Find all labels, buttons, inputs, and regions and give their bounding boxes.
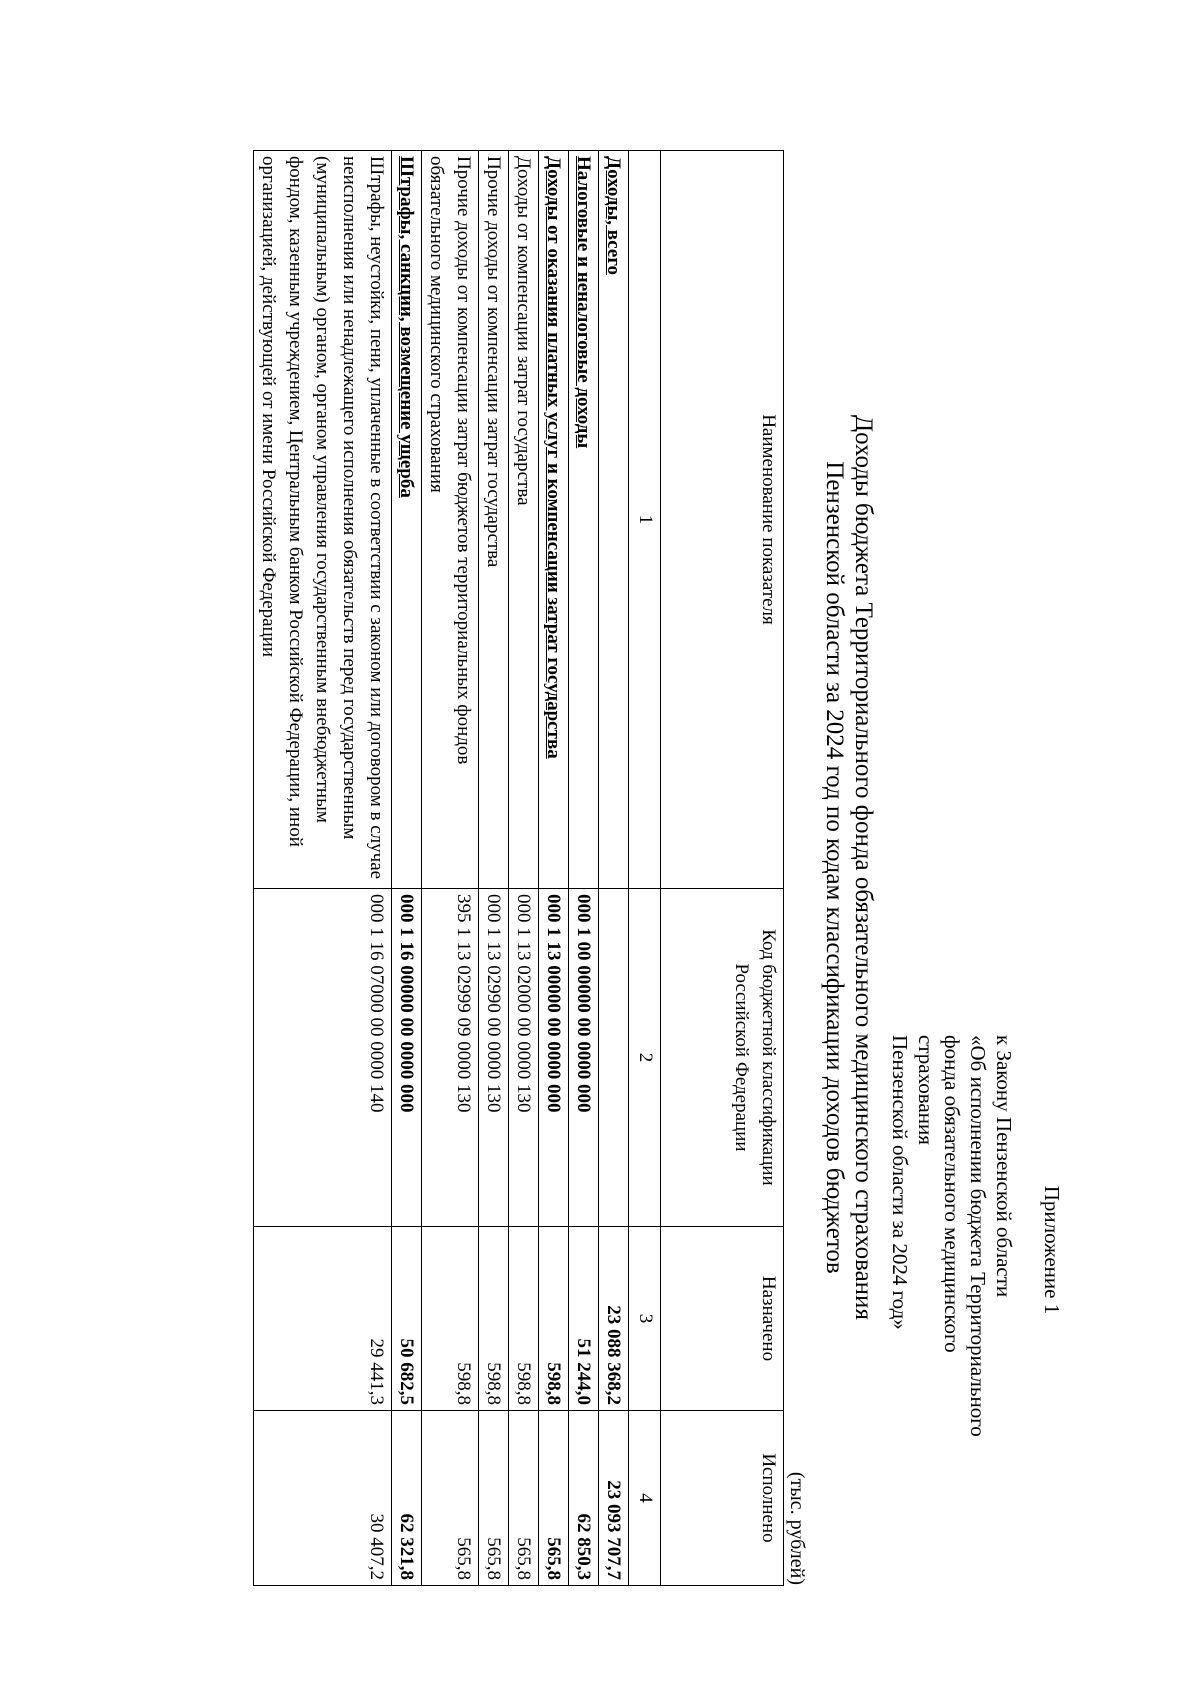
table-row bbox=[569, 151, 599, 1586]
appendix-block bbox=[887, 1035, 1065, 1465]
row-code: 000 1 13 02000 00 0000 130 bbox=[509, 889, 539, 1227]
row-assigned: 51 244,0 bbox=[569, 1227, 599, 1411]
row-name: Доходы, всего bbox=[603, 156, 624, 276]
income-table bbox=[253, 150, 784, 1586]
row-name: Налоговые и неналоговые доходы bbox=[573, 156, 594, 449]
row-code: 000 1 16 00000 00 0000 000 bbox=[392, 889, 422, 1227]
appendix-line: Пензенской области за 2024 год» bbox=[888, 1035, 912, 1330]
row-executed: 565,8 bbox=[479, 1411, 509, 1586]
row-executed: 565,8 bbox=[509, 1411, 539, 1586]
column-number: 1 bbox=[629, 151, 661, 889]
row-code: 000 1 00 00000 00 0000 000 bbox=[569, 889, 599, 1227]
header-code: Код бюджетной классификации Российской Федерации bbox=[661, 889, 784, 1227]
row-assigned: 598,8 bbox=[539, 1227, 569, 1411]
row-assigned: 598,8 bbox=[509, 1227, 539, 1411]
row-name: Доходы от компенсации затрат государства bbox=[513, 156, 534, 506]
row-name: Штрафы, санкции, возмещение ущерба bbox=[396, 156, 417, 498]
row-name: Доходы от оказания платных услуг и компенсации затрат государства bbox=[543, 156, 564, 759]
header-assigned: Назначено bbox=[661, 1227, 784, 1411]
table-row bbox=[392, 151, 422, 1586]
appendix-line: к Закону Пензенской области bbox=[992, 1035, 1016, 1298]
row-executed: 30 407,2 bbox=[254, 1411, 392, 1586]
appendix-title: Приложение 1 bbox=[1040, 1185, 1064, 1315]
table-row bbox=[539, 151, 569, 1586]
document-title bbox=[820, 150, 878, 1585]
column-number: 2 bbox=[629, 889, 661, 1227]
row-code: 000 1 13 00000 00 0000 000 bbox=[539, 889, 569, 1227]
appendix-line: «Об исполнении бюджета Территориального bbox=[966, 1035, 990, 1437]
row-executed: 62 321,8 bbox=[392, 1411, 422, 1586]
header-executed: Исполнено bbox=[661, 1411, 784, 1586]
column-number-row bbox=[629, 151, 661, 1586]
row-code: 000 1 13 02990 00 0000 130 bbox=[479, 889, 509, 1227]
table-row bbox=[479, 151, 509, 1586]
title-line-2: Пензенской области за 2024 год по кодам классификации доходов бюджетов bbox=[821, 461, 848, 1274]
table-header-row bbox=[661, 151, 784, 1586]
row-code: 395 1 13 02999 09 0000 130 bbox=[422, 889, 479, 1227]
column-number: 3 bbox=[629, 1227, 661, 1411]
row-name: Прочие доходы от компенсации затрат бюджетов территориальных фондов обязательного медицинского страхования bbox=[426, 156, 474, 765]
header-name: Наименование показателя bbox=[661, 151, 784, 889]
title-line-1: Доходы бюджета Территориального фонда обязательного медицинского страхования bbox=[850, 415, 877, 1320]
row-name: Штрафы, неустойки, пени, уплаченные в соответствии с законом или договором в случае неисполнения или ненадлежащего исполнения обязательств перед государственным (муниципальным) органом, органом управления государственным внебюджетным фондом, казенным учреждением, Центральным банком Российской Федерации, иной организацией, действующей от имени Российской Федерации bbox=[258, 156, 387, 880]
row-assigned: 50 682,5 bbox=[392, 1227, 422, 1411]
table-row bbox=[254, 151, 392, 1586]
row-code bbox=[599, 889, 629, 1227]
row-name: Прочие доходы от компенсации затрат государства bbox=[483, 156, 504, 568]
row-assigned: 598,8 bbox=[422, 1227, 479, 1411]
units-label: (тыс. рублей) bbox=[786, 1471, 808, 1585]
table-row bbox=[509, 151, 539, 1586]
table-row bbox=[599, 151, 629, 1586]
row-assigned: 29 441,3 bbox=[254, 1227, 392, 1411]
row-executed: 23 093 707,7 bbox=[599, 1411, 629, 1586]
row-executed: 62 850,3 bbox=[569, 1411, 599, 1586]
column-number: 4 bbox=[629, 1411, 661, 1586]
table-row bbox=[422, 151, 479, 1586]
row-assigned: 598,8 bbox=[479, 1227, 509, 1411]
appendix-line: фонда обязательного медицинского страхования bbox=[914, 1035, 964, 1353]
row-code: 000 1 16 07000 00 0000 140 bbox=[254, 889, 392, 1227]
row-executed: 565,8 bbox=[539, 1411, 569, 1586]
row-assigned: 23 088 368,2 bbox=[599, 1227, 629, 1411]
row-executed: 565,8 bbox=[422, 1411, 479, 1586]
